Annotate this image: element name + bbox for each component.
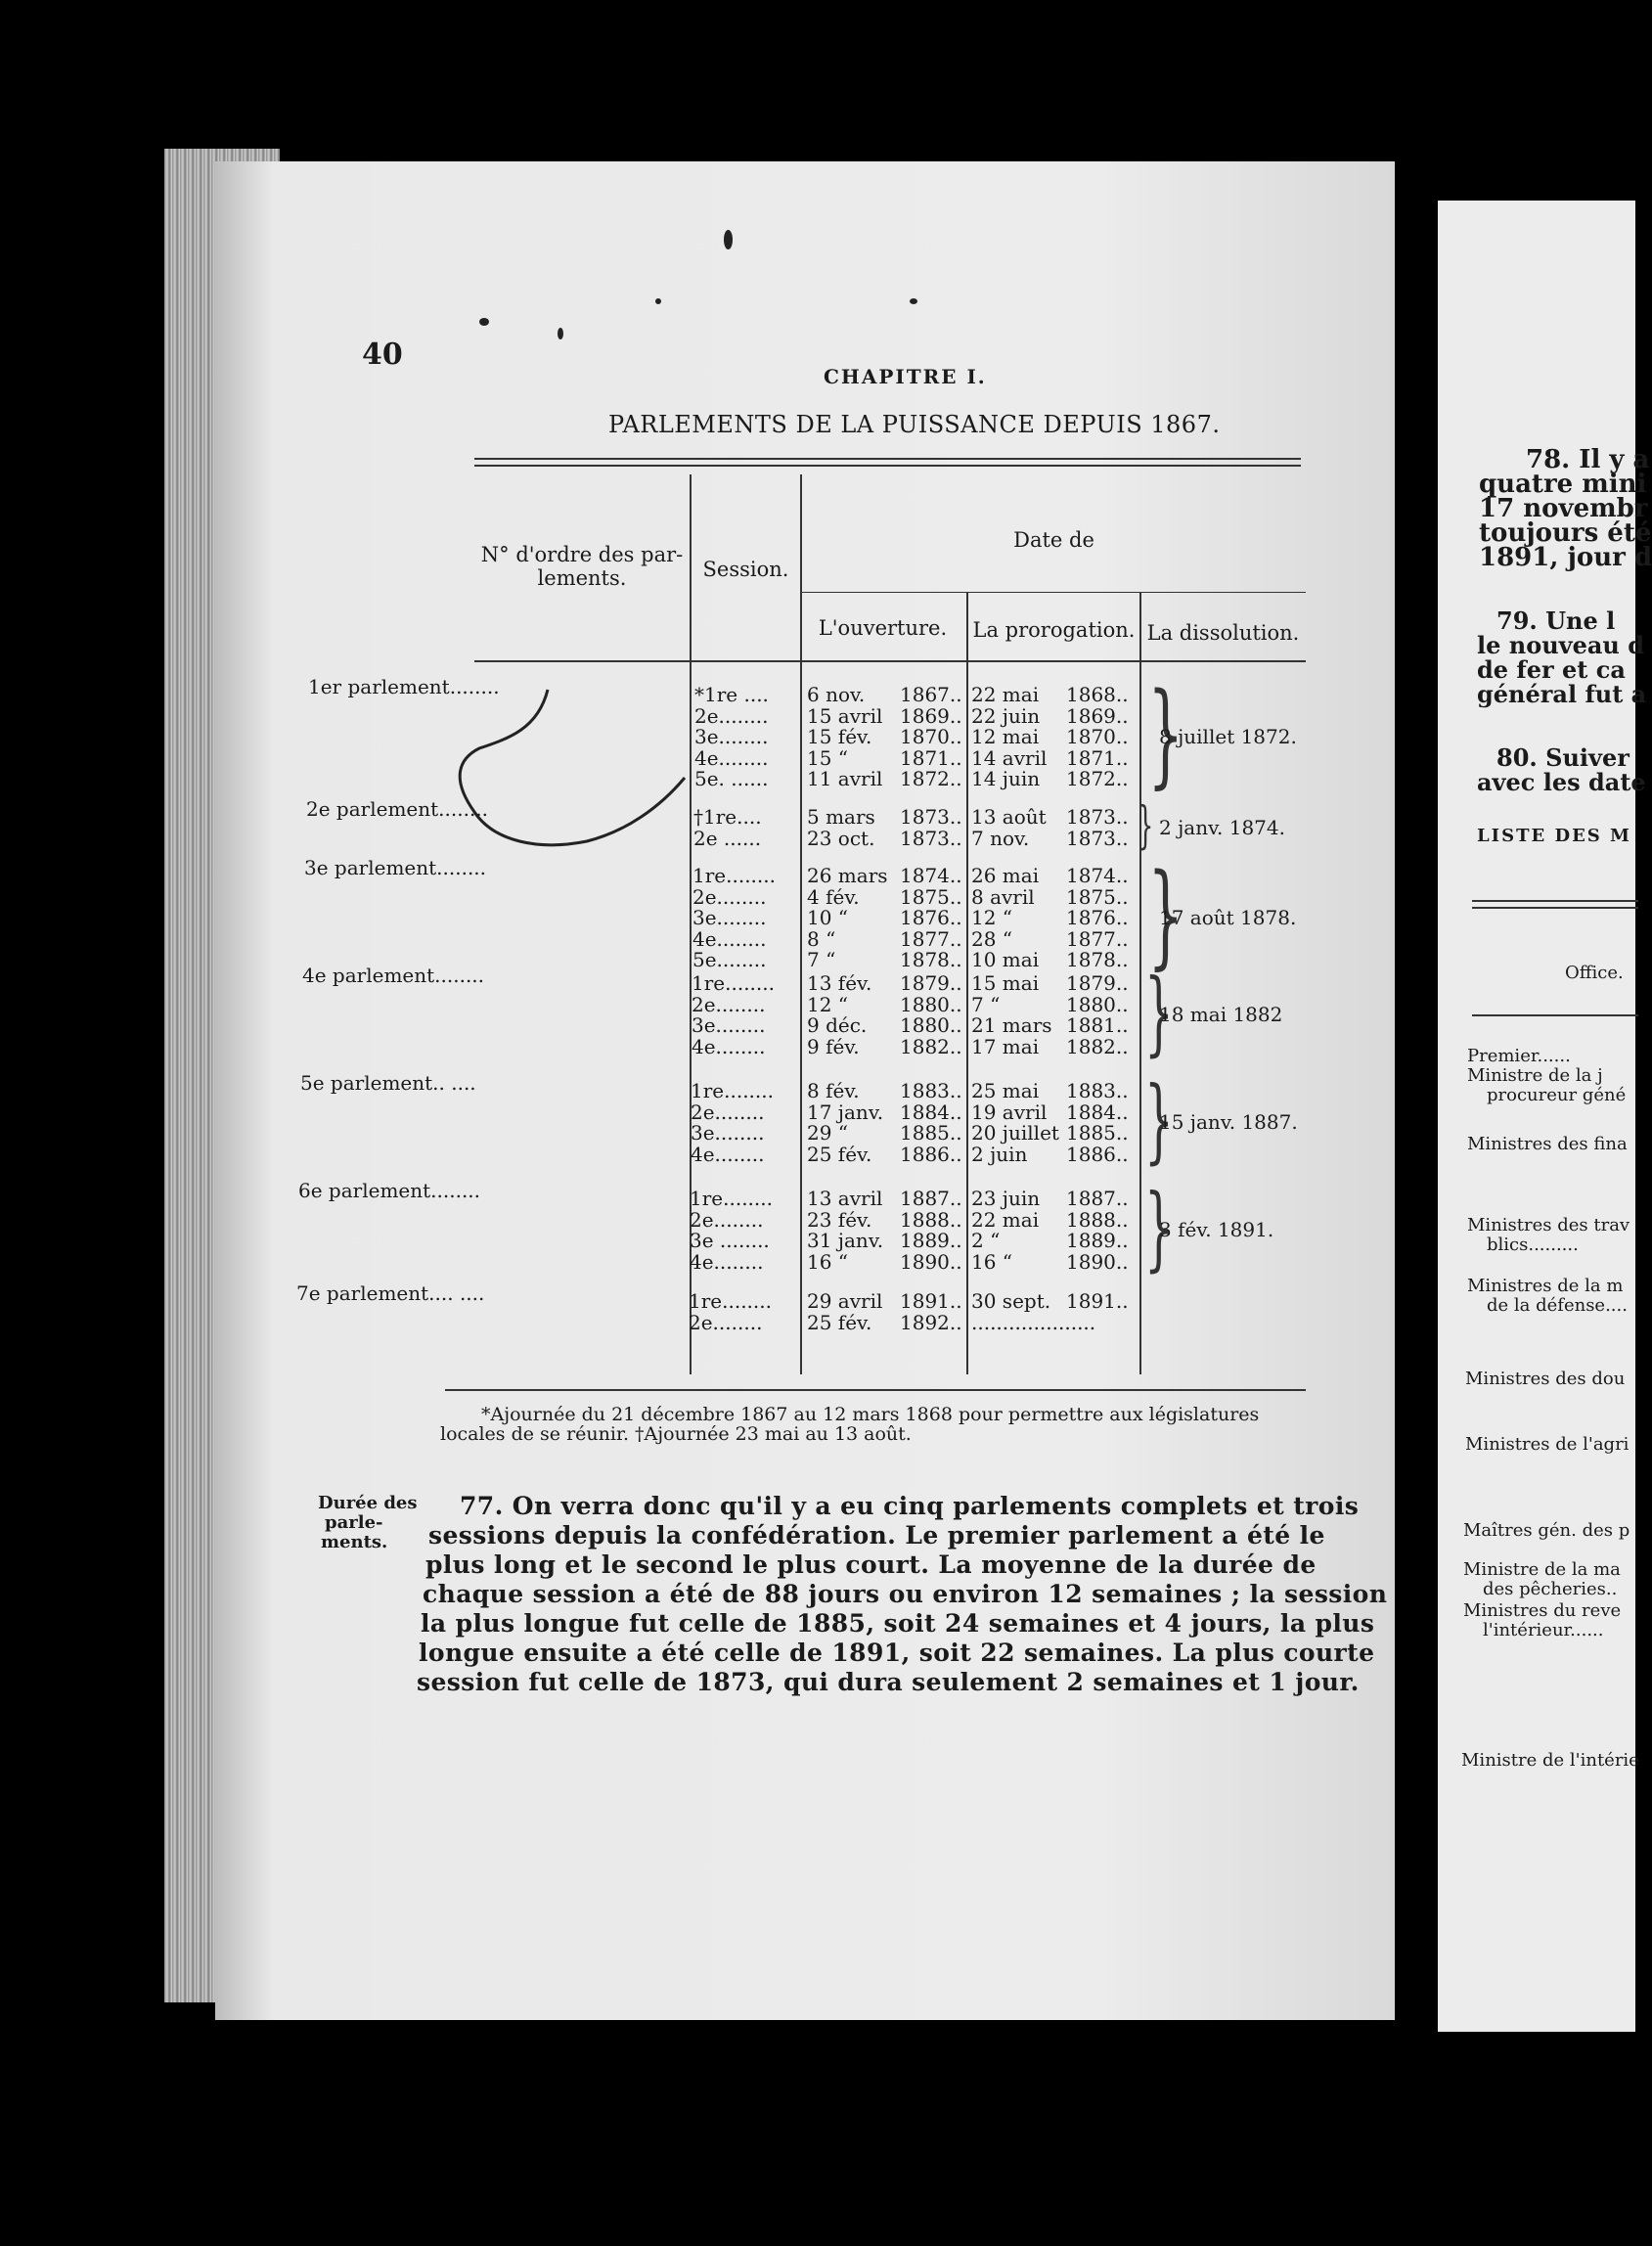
prorogation-date: 13 août [971, 805, 1047, 829]
paragraph-line: 77. On verra donc qu'il y a eu cinq parlements complets et trois [460, 1492, 1360, 1520]
session-cell: 5e........ [692, 948, 767, 971]
prorogation-date: 28 “ [971, 926, 1013, 951]
prorogation-year: 1870.. [1066, 725, 1129, 748]
table-top-rule [474, 465, 1301, 467]
dissolution-date: 3 fév. 1891. [1159, 1218, 1274, 1241]
prorogation-year: 1876.. [1066, 906, 1129, 929]
ouverture-date: 13 avril [807, 1187, 883, 1210]
session-cell: 3e ........ [690, 1229, 770, 1252]
ouverture-year: 1872.. [900, 767, 962, 790]
right-page-entry: Ministre de l'intérie [1461, 1750, 1639, 1771]
ouverture-date: 7 “ [807, 948, 836, 971]
prorogation-date: 30 sept. [971, 1289, 1051, 1313]
ink-speck [724, 230, 733, 249]
paragraph-line: chaque session a été de 88 jours ou environ 12 semaines ; la session [423, 1580, 1388, 1608]
margin-note-line3: ments. [321, 1532, 388, 1552]
prorogation-year: 1889.. [1066, 1229, 1129, 1252]
parlement-label: 3e parlement........ [304, 856, 487, 879]
ouverture-date: 17 janv. [807, 1100, 884, 1124]
ouverture-year: 1867.. [900, 683, 962, 706]
paragraph-line: session fut celle de 1873, qui dura seulement 2 semaines et 1 jour. [417, 1668, 1360, 1696]
prorogation-year: 1868.. [1066, 683, 1129, 706]
prorogation-year: 1883.. [1066, 1079, 1129, 1102]
right-page-entry: Ministres de la m [1467, 1276, 1624, 1296]
session-cell: 4e........ [691, 1142, 765, 1166]
ouverture-year: 1883.. [900, 1079, 962, 1102]
right-page-line: avec les date [1477, 768, 1646, 796]
paragraph-line: longue ensuite a été celle de 1891, soit 22 semaines. La plus courte [419, 1639, 1375, 1667]
session-cell: 2e........ [692, 884, 767, 909]
book-page-right [1438, 201, 1652, 2032]
brace-glyph: } [1147, 669, 1184, 800]
right-page-entry: Ministre de la j [1467, 1065, 1603, 1086]
prorogation-year: 1878.. [1066, 948, 1129, 971]
ouverture-date: 25 fév. [807, 1142, 872, 1166]
margin-note-line1: Durée des [318, 1493, 418, 1513]
right-page-line: 17 novembr [1479, 494, 1648, 523]
prorogation-date: 10 mai [971, 948, 1040, 971]
ouverture-date: 15 “ [807, 745, 849, 770]
right-page-line: général fut a [1477, 680, 1647, 708]
ouverture-date: 26 mars [807, 864, 888, 887]
ink-speck [655, 298, 661, 304]
session-cell: 1re........ [689, 1289, 772, 1313]
ouverture-date: 25 fév. [807, 1310, 872, 1334]
right-page-entry: des pêcheries.. [1483, 1579, 1618, 1599]
right-page-entry: l'intérieur...... [1483, 1620, 1604, 1640]
prorogation-date: 12 mai [971, 725, 1040, 748]
right-page-entry: Maîtres gén. des p [1463, 1520, 1630, 1541]
prorogation-date: 22 mai [971, 1207, 1040, 1232]
session-cell: 2e........ [691, 1100, 765, 1124]
ouverture-year: 1869.. [900, 703, 962, 728]
right-page-line: 80. Suiver [1496, 743, 1630, 772]
prorogation-date: 19 avril [971, 1100, 1048, 1124]
prorogation-year: 1881.. [1066, 1013, 1129, 1037]
session-cell: 2e........ [689, 1310, 763, 1334]
right-page-entry: de la défense.... [1487, 1295, 1628, 1316]
prorogation-year: 1877.. [1066, 926, 1129, 951]
prorogation-date: 20 juillet [971, 1121, 1059, 1145]
table-bottom-rule [445, 1389, 1306, 1391]
ouverture-date: 15 avril [807, 703, 883, 728]
prorogation-year: 1887.. [1066, 1187, 1129, 1210]
ouverture-year: 1875.. [900, 884, 962, 909]
ouverture-year: 1888.. [900, 1207, 962, 1232]
session-cell: 3e........ [691, 1121, 765, 1145]
prorogation-date: 7 “ [971, 992, 1001, 1016]
right-page-line: le nouveau d [1477, 631, 1644, 659]
prorogation-year: 1871.. [1066, 745, 1129, 770]
paragraph-line: plus long et le second le plus court. La moyenne de la durée de [425, 1550, 1317, 1579]
session-cell: 1re........ [691, 1079, 774, 1102]
ouverture-date: 23 fév. [807, 1207, 872, 1232]
paragraph-line: sessions depuis la confédération. Le premier parlement a été le [428, 1521, 1325, 1550]
prorogation-date: 23 juin [971, 1187, 1041, 1210]
prorogation-date: 22 juin [971, 703, 1041, 728]
parlement-label: 5e parlement.. .... [300, 1071, 476, 1095]
header-parlement-line2: lements. [537, 566, 627, 590]
prorogation-date: 12 “ [971, 906, 1013, 929]
parlement-label: 1er parlement........ [308, 675, 500, 698]
prorogation-year: 1873.. [1066, 826, 1129, 850]
right-page-line: de fer et ca [1477, 655, 1626, 684]
session-cell: †1re.... [693, 805, 762, 829]
ouverture-year: 1876.. [900, 906, 962, 929]
chapter-heading: CHAPITRE I. [824, 365, 987, 388]
ouverture-year: 1892.. [900, 1310, 962, 1334]
session-cell: 3e........ [692, 906, 767, 929]
right-page-rule [1472, 1014, 1638, 1016]
right-page-line: quatre mini [1479, 470, 1647, 499]
ink-speck [479, 318, 489, 326]
right-page-entry: Ministres de l'agri [1465, 1434, 1630, 1455]
prorogation-year: 1886.. [1066, 1142, 1129, 1166]
session-cell: 1re........ [690, 1187, 773, 1210]
ouverture-date: 31 janv. [807, 1229, 884, 1252]
prorogation-date: 2 “ [971, 1229, 1001, 1252]
ouverture-date: 29 “ [807, 1121, 849, 1145]
ouverture-year: 1885.. [900, 1121, 962, 1145]
dissolution-date: 18 mai 1882 [1159, 1003, 1283, 1026]
ouverture-year: 1886.. [900, 1142, 962, 1166]
dissolution-date: 15 janv. 1887. [1159, 1110, 1298, 1134]
right-page-entry: Premier...... [1467, 1046, 1571, 1066]
ouverture-date: 15 fév. [807, 725, 872, 748]
prorogation-year: 1873.. [1066, 805, 1129, 829]
prorogation-date: 8 avril [971, 884, 1035, 909]
ouverture-date: 13 fév. [807, 971, 872, 995]
session-cell: 4e........ [692, 1034, 766, 1058]
ouverture-date: 8 “ [807, 926, 836, 951]
prorogation-date: .................... [971, 1310, 1096, 1334]
ouverture-date: 8 fév. [807, 1079, 860, 1102]
brace-glyph: } [1143, 1067, 1174, 1174]
ouverture-date: 23 oct. [807, 826, 875, 850]
prorogation-year: 1891.. [1066, 1289, 1129, 1313]
footnote-line1: *Ajournée du 21 décembre 1867 au 12 mars 1868 pour permettre aux législatures [481, 1404, 1260, 1425]
ouverture-date: 4 fév. [807, 884, 860, 909]
prorogation-date: 16 “ [971, 1249, 1013, 1274]
right-page-entry: Ministres des trav [1467, 1215, 1630, 1235]
parlement-label: 4e parlement........ [302, 964, 485, 987]
ouverture-year: 1887.. [900, 1187, 962, 1210]
header-date-de: Date de [1013, 528, 1094, 552]
right-page-line: toujours été [1479, 518, 1652, 548]
parlement-label: 6e parlement........ [298, 1179, 481, 1202]
right-page-office-header: Office. [1565, 963, 1624, 983]
right-page-rule [1472, 907, 1638, 909]
prorogation-date: 25 mai [971, 1079, 1040, 1102]
right-page-rule [1472, 900, 1638, 902]
header-parlement-line1: N° d'ordre des par- [480, 543, 684, 566]
ouverture-year: 1882.. [900, 1034, 962, 1058]
header-session: Session. [702, 558, 789, 581]
header-bottom-rule [474, 660, 1306, 662]
prorogation-date: 26 mai [971, 864, 1040, 887]
dissolution-date: 2 janv. 1874. [1159, 815, 1285, 839]
ink-speck [910, 298, 917, 304]
ouverture-year: 1884.. [900, 1100, 962, 1124]
session-cell: 1re........ [692, 864, 776, 887]
session-cell: 3e........ [694, 725, 769, 748]
header-dissolution: La dissolution. [1146, 621, 1300, 645]
ink-speck [558, 328, 563, 339]
ouverture-year: 1877.. [900, 926, 962, 951]
ouverture-date: 9 déc. [807, 1013, 868, 1037]
ouverture-year: 1879.. [900, 971, 962, 995]
session-cell: 4e........ [690, 1249, 764, 1274]
right-page-entry: procureur géné [1487, 1085, 1627, 1105]
right-page-list-title: LISTE DES M [1477, 826, 1631, 846]
table-title: PARLEMENTS DE LA PUISSANCE DEPUIS 1867. [608, 411, 1221, 438]
header-ouverture: L'ouverture. [818, 616, 948, 640]
ouverture-year: 1891.. [900, 1289, 962, 1313]
prorogation-year: 1874.. [1066, 864, 1129, 887]
ouverture-year: 1873.. [900, 826, 962, 850]
ouverture-date: 10 “ [807, 906, 849, 929]
prorogation-date: 14 juin [971, 767, 1041, 790]
brace-glyph: } [1143, 1175, 1174, 1281]
prorogation-date: 17 mai [971, 1034, 1040, 1058]
dissolution-date: 17 août 1878. [1159, 905, 1297, 929]
ouverture-year: 1871.. [900, 745, 962, 770]
prorogation-year: 1879.. [1066, 971, 1129, 995]
prorogation-date: 7 nov. [971, 826, 1030, 850]
right-page-line: 1891, jour d [1479, 543, 1652, 572]
brace-glyph: } [1138, 797, 1154, 855]
session-cell: 2e ...... [693, 826, 762, 850]
session-cell: 2e........ [692, 992, 766, 1016]
ouverture-year: 1873.. [900, 805, 962, 829]
session-cell: *1re .... [694, 683, 769, 706]
parlement-label: 7e parlement.... .... [296, 1281, 485, 1305]
prorogation-date: 15 mai [971, 971, 1040, 995]
paragraph-line: la plus longue fut celle de 1885, soit 24 semaines et 4 jours, la plus [421, 1609, 1375, 1638]
prorogation-date: 14 avril [971, 745, 1048, 770]
ouverture-year: 1890.. [900, 1249, 962, 1274]
header-prorogation: La prorogation. [972, 618, 1136, 642]
prorogation-date: 22 mai [971, 683, 1040, 706]
ouverture-year: 1880.. [900, 1013, 962, 1037]
right-page-entry: blics......... [1487, 1235, 1579, 1255]
prorogation-year: 1890.. [1066, 1249, 1129, 1274]
ouverture-date: 11 avril [807, 767, 883, 790]
book-page-left [215, 161, 1395, 2020]
prorogation-year: 1880.. [1066, 992, 1129, 1016]
table-top-rule [474, 458, 1301, 460]
ouverture-year: 1878.. [900, 948, 962, 971]
ouverture-date: 6 nov. [807, 683, 866, 706]
session-cell: 5e. ...... [694, 767, 769, 790]
prorogation-year: 1885.. [1066, 1121, 1129, 1145]
prorogation-date: 2 juin [971, 1142, 1028, 1166]
ouverture-year: 1880.. [900, 992, 962, 1016]
prorogation-year: 1884.. [1066, 1100, 1129, 1124]
ouverture-date: 29 avril [807, 1289, 883, 1313]
session-cell: 2e........ [690, 1207, 764, 1232]
prorogation-year: 1882.. [1066, 1034, 1129, 1058]
parlement-label: 2e parlement........ [306, 797, 489, 821]
ouverture-date: 5 mars [807, 805, 875, 829]
right-page-entry: Ministres des dou [1465, 1369, 1626, 1389]
right-page-entry: Ministres du reve [1463, 1600, 1622, 1621]
ouverture-year: 1874.. [900, 864, 962, 887]
page-number: 40 [362, 337, 403, 372]
prorogation-year: 1869.. [1066, 703, 1129, 728]
column-divider [800, 474, 802, 1374]
brace-glyph: } [1143, 960, 1174, 1066]
ouverture-date: 9 fév. [807, 1034, 860, 1058]
session-cell: 4e........ [694, 745, 769, 770]
session-cell: 3e........ [692, 1013, 766, 1037]
right-page-line: 78. Il y a [1526, 445, 1650, 474]
session-cell: 2e........ [694, 703, 769, 728]
date-header-rule [802, 592, 1306, 593]
right-page-entry: Ministres des fina [1467, 1134, 1628, 1154]
prorogation-year: 1872.. [1066, 767, 1129, 790]
brace-glyph: } [1147, 850, 1184, 981]
session-cell: 1re........ [692, 971, 775, 995]
prorogation-year: 1888.. [1066, 1207, 1129, 1232]
ouverture-year: 1870.. [900, 725, 962, 748]
right-page-line: 79. Une l [1496, 606, 1616, 635]
session-cell: 4e........ [692, 926, 767, 951]
ouverture-year: 1889.. [900, 1229, 962, 1252]
margin-note-line2: parle- [325, 1512, 383, 1533]
ouverture-date: 16 “ [807, 1249, 849, 1274]
column-divider [966, 592, 968, 1374]
dissolution-date: 8 juillet 1872. [1159, 724, 1297, 748]
footnote-line2: locales de se réunir. †Ajournée 23 mai au 13 août. [440, 1423, 912, 1445]
right-page-entry: Ministre de la ma [1463, 1559, 1621, 1580]
prorogation-date: 21 mars [971, 1013, 1052, 1037]
prorogation-year: 1875.. [1066, 884, 1129, 909]
column-divider [1139, 592, 1141, 1374]
ouverture-date: 12 “ [807, 992, 849, 1016]
